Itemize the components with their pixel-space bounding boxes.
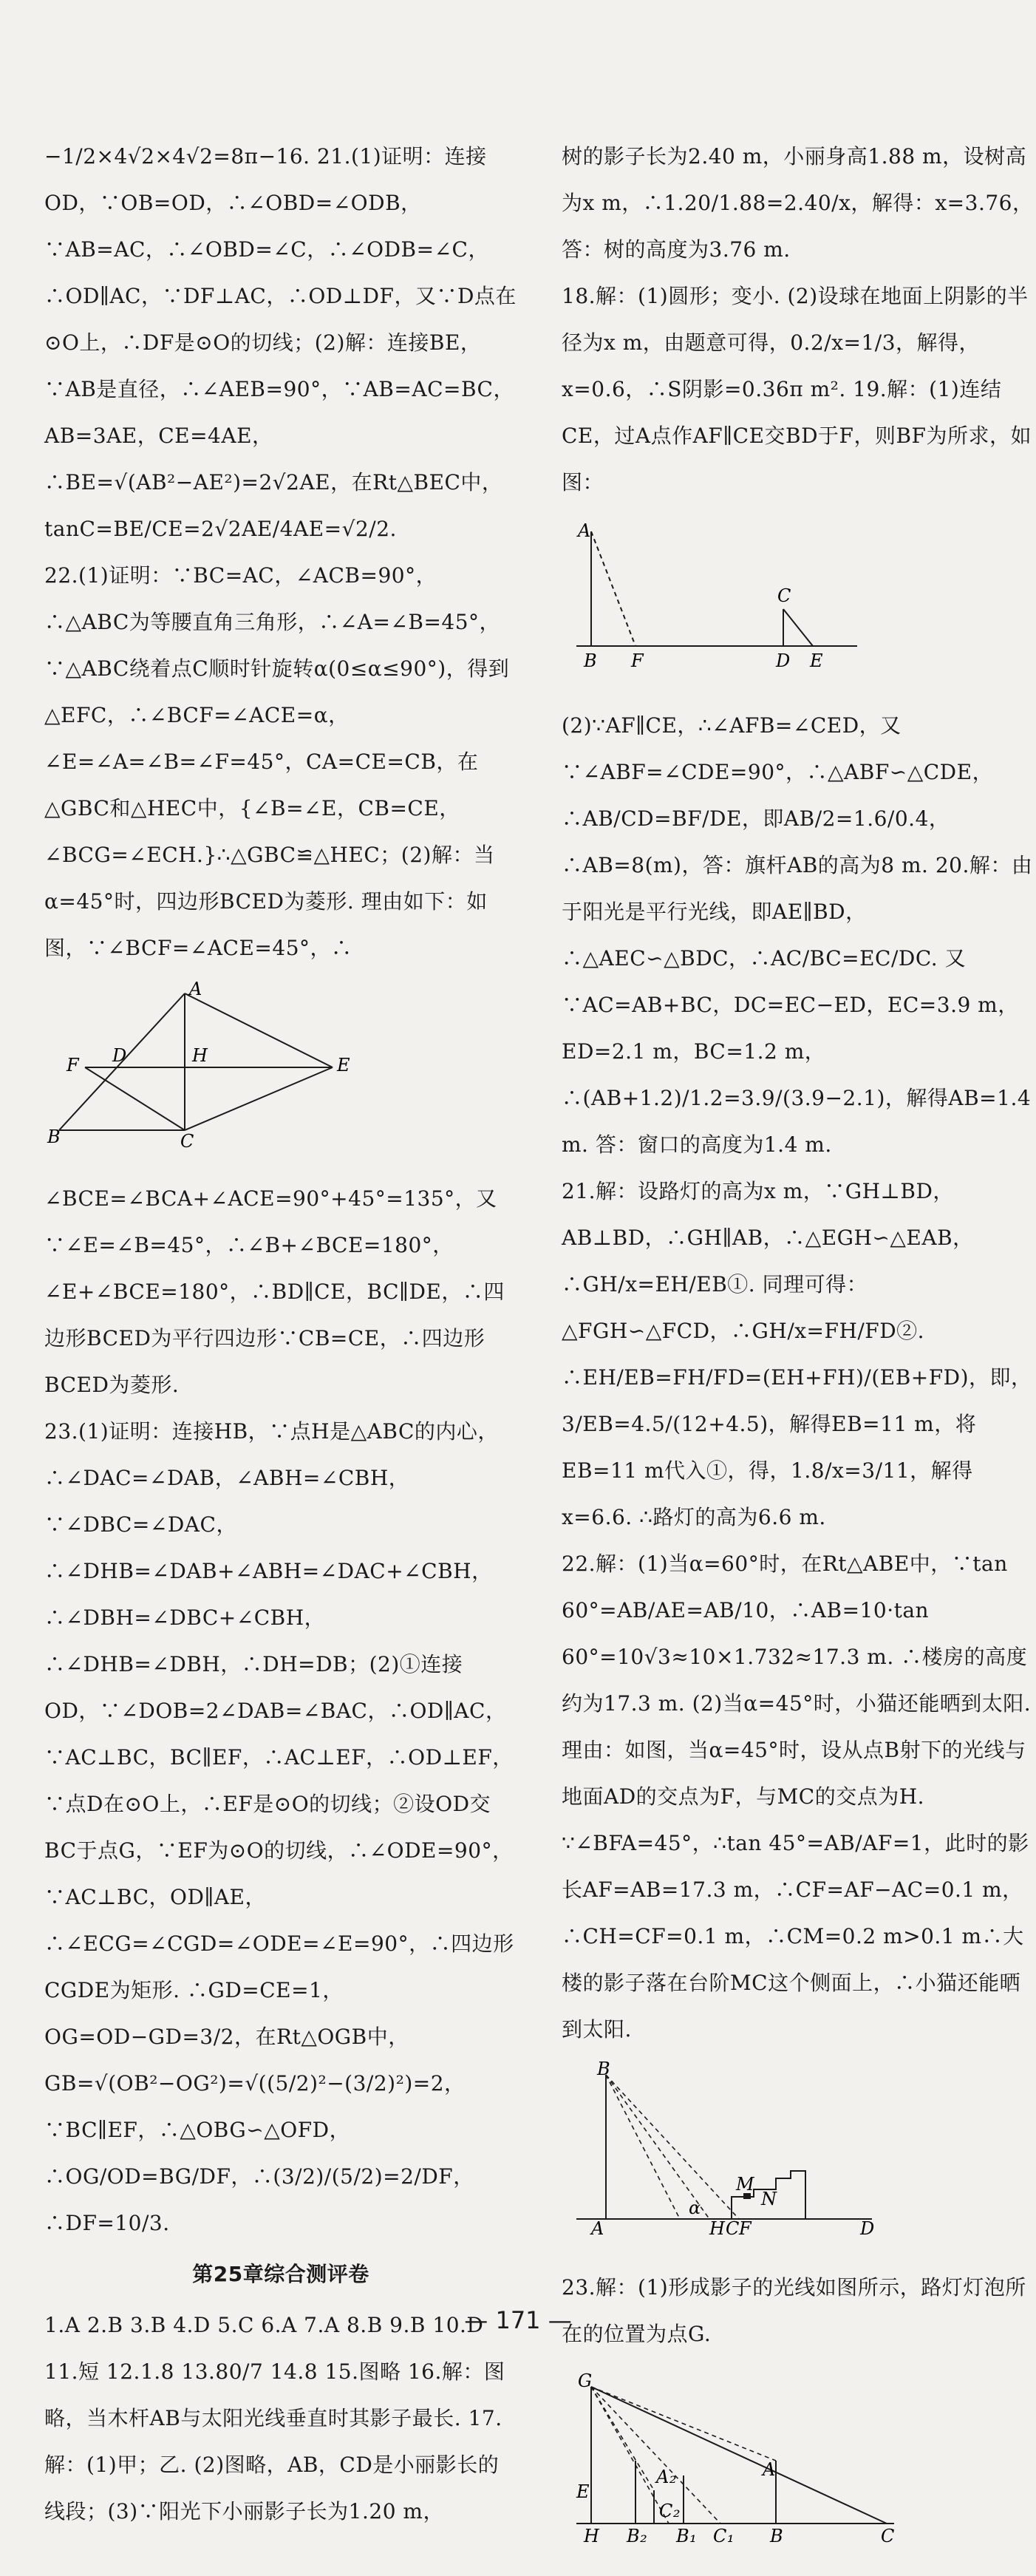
- fig-label: B: [770, 2526, 784, 2546]
- fig-label: E: [576, 2481, 590, 2502]
- q22-solution-part1: 22.(1)证明：∵BC=AC，∠ACB=90°，∴△ABC为等腰直角三角形，∴∠A=∠B=45°，∵△ABC绕着点C顺时针旋转α(0≤α≤90°)，得到△EFC，∴∠BCF=∠ACE=α，∠E=∠A=∠B=∠F=45°，CA=CE=CB，在△GBC和△HEC中，{∠B=∠E，CB=CE，∠BCG=∠ECH.}∴△GBC≌△HEC；(2)解：当α=45°时，四边形BCED为菱形. 理由如下：如图，∵∠BCF=∠ACE=45°，∴: [44, 563, 510, 960]
- fig-label: B: [597, 2060, 611, 2079]
- q23-solution: 23.(1)证明：连接HB，∵点H是△ABC的内心，∴∠DAC=∠DAB，∠ABH=∠CBH，∵∠DBC=∠DAC，∴∠DHB=∠DAB+∠ABH=∠DAC+∠CBH，∴∠DBH=∠DBC+∠CBH，∴∠DHB=∠DBH，∴DH=DB；(2)①连接OD，∵∠DOB=2∠DAB=∠BAC，∴OD∥AC，∵AC⊥BC，BC∥EF，∴AC⊥EF，∴OD⊥EF，∵点D在⊙O上，∴EF是⊙O的切线；②设OD交BC于点G，∵EF为⊙O的切线，∴∠ODE=90°，∵AC⊥BC，OD∥AE，∴∠ECG=∠CGD=∠ODE=∠E=90°，∴四边形CGDE为矩形. ∴GD=CE=1，OG=OD−GD=3/2，在Rt△OGB中，GB=√(OB²−OG²)=√((5/2)²−(3/2)²)=2，∵BC∥EF，∴△OBG∽△OFD，∴OG/OD=BG/DF，∴(3/2)/(5/2)=2/DF，∴DF=10/3.: [44, 1419, 514, 2235]
- q17-continued: 树的影子长为2.40 m，小丽身高1.88 m，设树高为x m，∴1.20/1.88=2.40/x，解得：x=3.76，答：树的高度为3.76 m.: [562, 144, 1034, 262]
- section-title: 第25章综合测评卷: [192, 2262, 369, 2286]
- fig-label: B: [47, 1126, 61, 1147]
- flagpole-figure: [562, 513, 1035, 692]
- fig-label: M: [736, 2174, 755, 2195]
- fig-label: A: [763, 2459, 776, 2480]
- fig-label: B: [584, 650, 598, 671]
- fig-label: C₂: [659, 2501, 681, 2521]
- building-figure: [562, 2060, 1035, 2254]
- fig-label: E: [810, 650, 824, 671]
- right-column: [562, 133, 1035, 2576]
- q21-solution-right: 21.解：设路灯的高为x m，∵GH⊥BD，AB⊥BD，∴GH∥AB，∴△EGH∽△EAB，∴GH/x=EH/EB①. 同理可得：△FGH∽△FCD，∴GH/x=FH/FD②. ∴EH/EB=FH/FD=(EH+FH)/(EB+FD)，即，3/EB=4.5/(12+4.5)，解得EB=11 m，将EB=11 m代入①，得，1.8/x=3/11，解得x=6.6. ∴路灯的高为6.6 m.: [562, 1179, 1032, 1529]
- rhombus-figure: [44, 979, 517, 1165]
- left-column: [44, 133, 517, 2535]
- fig-label: C: [777, 585, 791, 606]
- answer-list: 1.A 2.B 3.B 4.D 5.C 6.A 7.A 8.B 9.B 10.D 11.短 12.1.8 13.80/7 14.8 15.图略 16.解：图略，当木杆AB与太阳光线垂直时其影子最长. 17.解：(1)甲；乙. (2)图略，AB，CD是小丽影长的线段；(3)∵阳光下小丽影子长为1.20 m，: [44, 2313, 505, 2524]
- fig-label: N: [761, 2189, 777, 2209]
- q19-q20-solution: (2)∵AF∥CE，∴∠AFB=∠CED，又∵∠ABF=∠CDE=90°，∴△ABF∽△CDE，∴AB/CD=BF/DE，即AB/2=1.6/0.4，∴AB=8(m)，答：旗杆AB的高为8 m. 20.解：由于阳光是平行光线，即AE∥BD，∴△AEC∽△BDC，∴AC/BC=EC/DC. 又∵AC=AB+BC，DC=EC−ED，EC=3.9 m，ED=2.1 m，BC=1.2 m，∴(AB+1.2)/1.2=3.9/(3.9−2.1)，解得AB=1.4 m. 答：窗口的高度为1.4 m.: [562, 713, 1033, 1157]
- fig-label: D: [860, 2218, 875, 2237]
- fig-label: B₁: [676, 2526, 698, 2546]
- lamp-figure: [562, 2365, 1035, 2566]
- q22-solution-part2: ∠BCE=∠BCA+∠ACE=90°+45°=135°，又∵∠E=∠B=45°，∴∠B+∠BCE=180°，∠E+∠BCE=180°，∴BD∥CE，BC∥DE，∴四边形BCED为平行四边形∵CB=CE，∴四边形BCED为菱形.: [44, 1186, 505, 1397]
- fig-label: H: [709, 2218, 726, 2237]
- fig-label: D: [112, 1045, 127, 1066]
- fig-label: A: [591, 2218, 604, 2237]
- fig-label: F: [631, 650, 644, 671]
- fig-label: C: [180, 1131, 194, 1149]
- q18-q19-solution: 18.解：(1)圆形；变小. (2)设球在地面上阴影的半径为x m，由题意可得，0.2/x=1/3，解得，x=0.6，∴S阴影=0.36π m². 19.解：(1)连结CE，过A点作AF∥CE交BD于F，则BF为所求，如图：: [562, 284, 1032, 495]
- fig-label: C: [726, 2218, 740, 2237]
- fig-label: D: [776, 650, 791, 671]
- fig-label: A₂: [656, 2467, 677, 2487]
- q23-solution-right: 23.解：(1)形成影子的光线如图所示，路灯灯泡所在的位置为点G.: [562, 2275, 1026, 2346]
- fig-label: H: [192, 1045, 208, 1066]
- fig-label: F: [67, 1055, 80, 1075]
- fig-label: C: [881, 2526, 895, 2546]
- fig-label: F: [739, 2218, 752, 2237]
- q22-solution-right: 22.解：(1)当α=60°时，在Rt△ABE中，∵tan 60°=AB/AE=AB/10，∴AB=10·tan 60°=10√3≈10×1.732≈17.3 m. ∴楼房的高度约为17.3 m. (2)当α=45°时，小猫还能晒到太阳. 理由：如图，当α=45°时，设从点B射下的光线与地面AD的交点为F，与MC的交点为H. ∵∠BFA=45°，∴tan 45°=AB/AF=1，此时的影长AF=AB=17.3 m，∴CF=AF−AC=0.1 m，∴CH=CF=0.1 m，∴CM=0.2 m>0.1 m∴大楼的影子落在台阶MC这个侧面上，∴小猫还能晒到太阳.: [562, 1552, 1032, 2042]
- page-number: — 171 —: [464, 2306, 572, 2334]
- fig-label: G: [578, 2371, 593, 2391]
- fig-label: A: [189, 979, 202, 999]
- fig-label: C₁: [713, 2526, 735, 2546]
- fig-label: E: [337, 1055, 351, 1075]
- fig-label: B₂: [627, 2526, 648, 2546]
- fig-label: A: [578, 520, 591, 541]
- fig-label: α: [689, 2198, 701, 2218]
- fig-label: H: [584, 2526, 600, 2546]
- q21-solution: −1/2×4√2×4√2=8π−16. 21.(1)证明：连接OD，∵OB=OD，∴∠OBD=∠ODB，∵AB=AC，∴∠OBD=∠C，∴∠ODB=∠C，∴OD∥AC，∵DF⊥AC，∴OD⊥DF，又∵D点在⊙O上，∴DF是⊙O的切线；(2)解：连接BE，∵AB是直径，∴∠AEB=90°，∵AB=AC=BC，AB=3AE，CE=4AE，∴BE=√(AB²−AE²)=2√2AE，在Rt△BEC中，tanC=BE/CE=2√2AE/4AE=√2/2.: [44, 144, 517, 541]
